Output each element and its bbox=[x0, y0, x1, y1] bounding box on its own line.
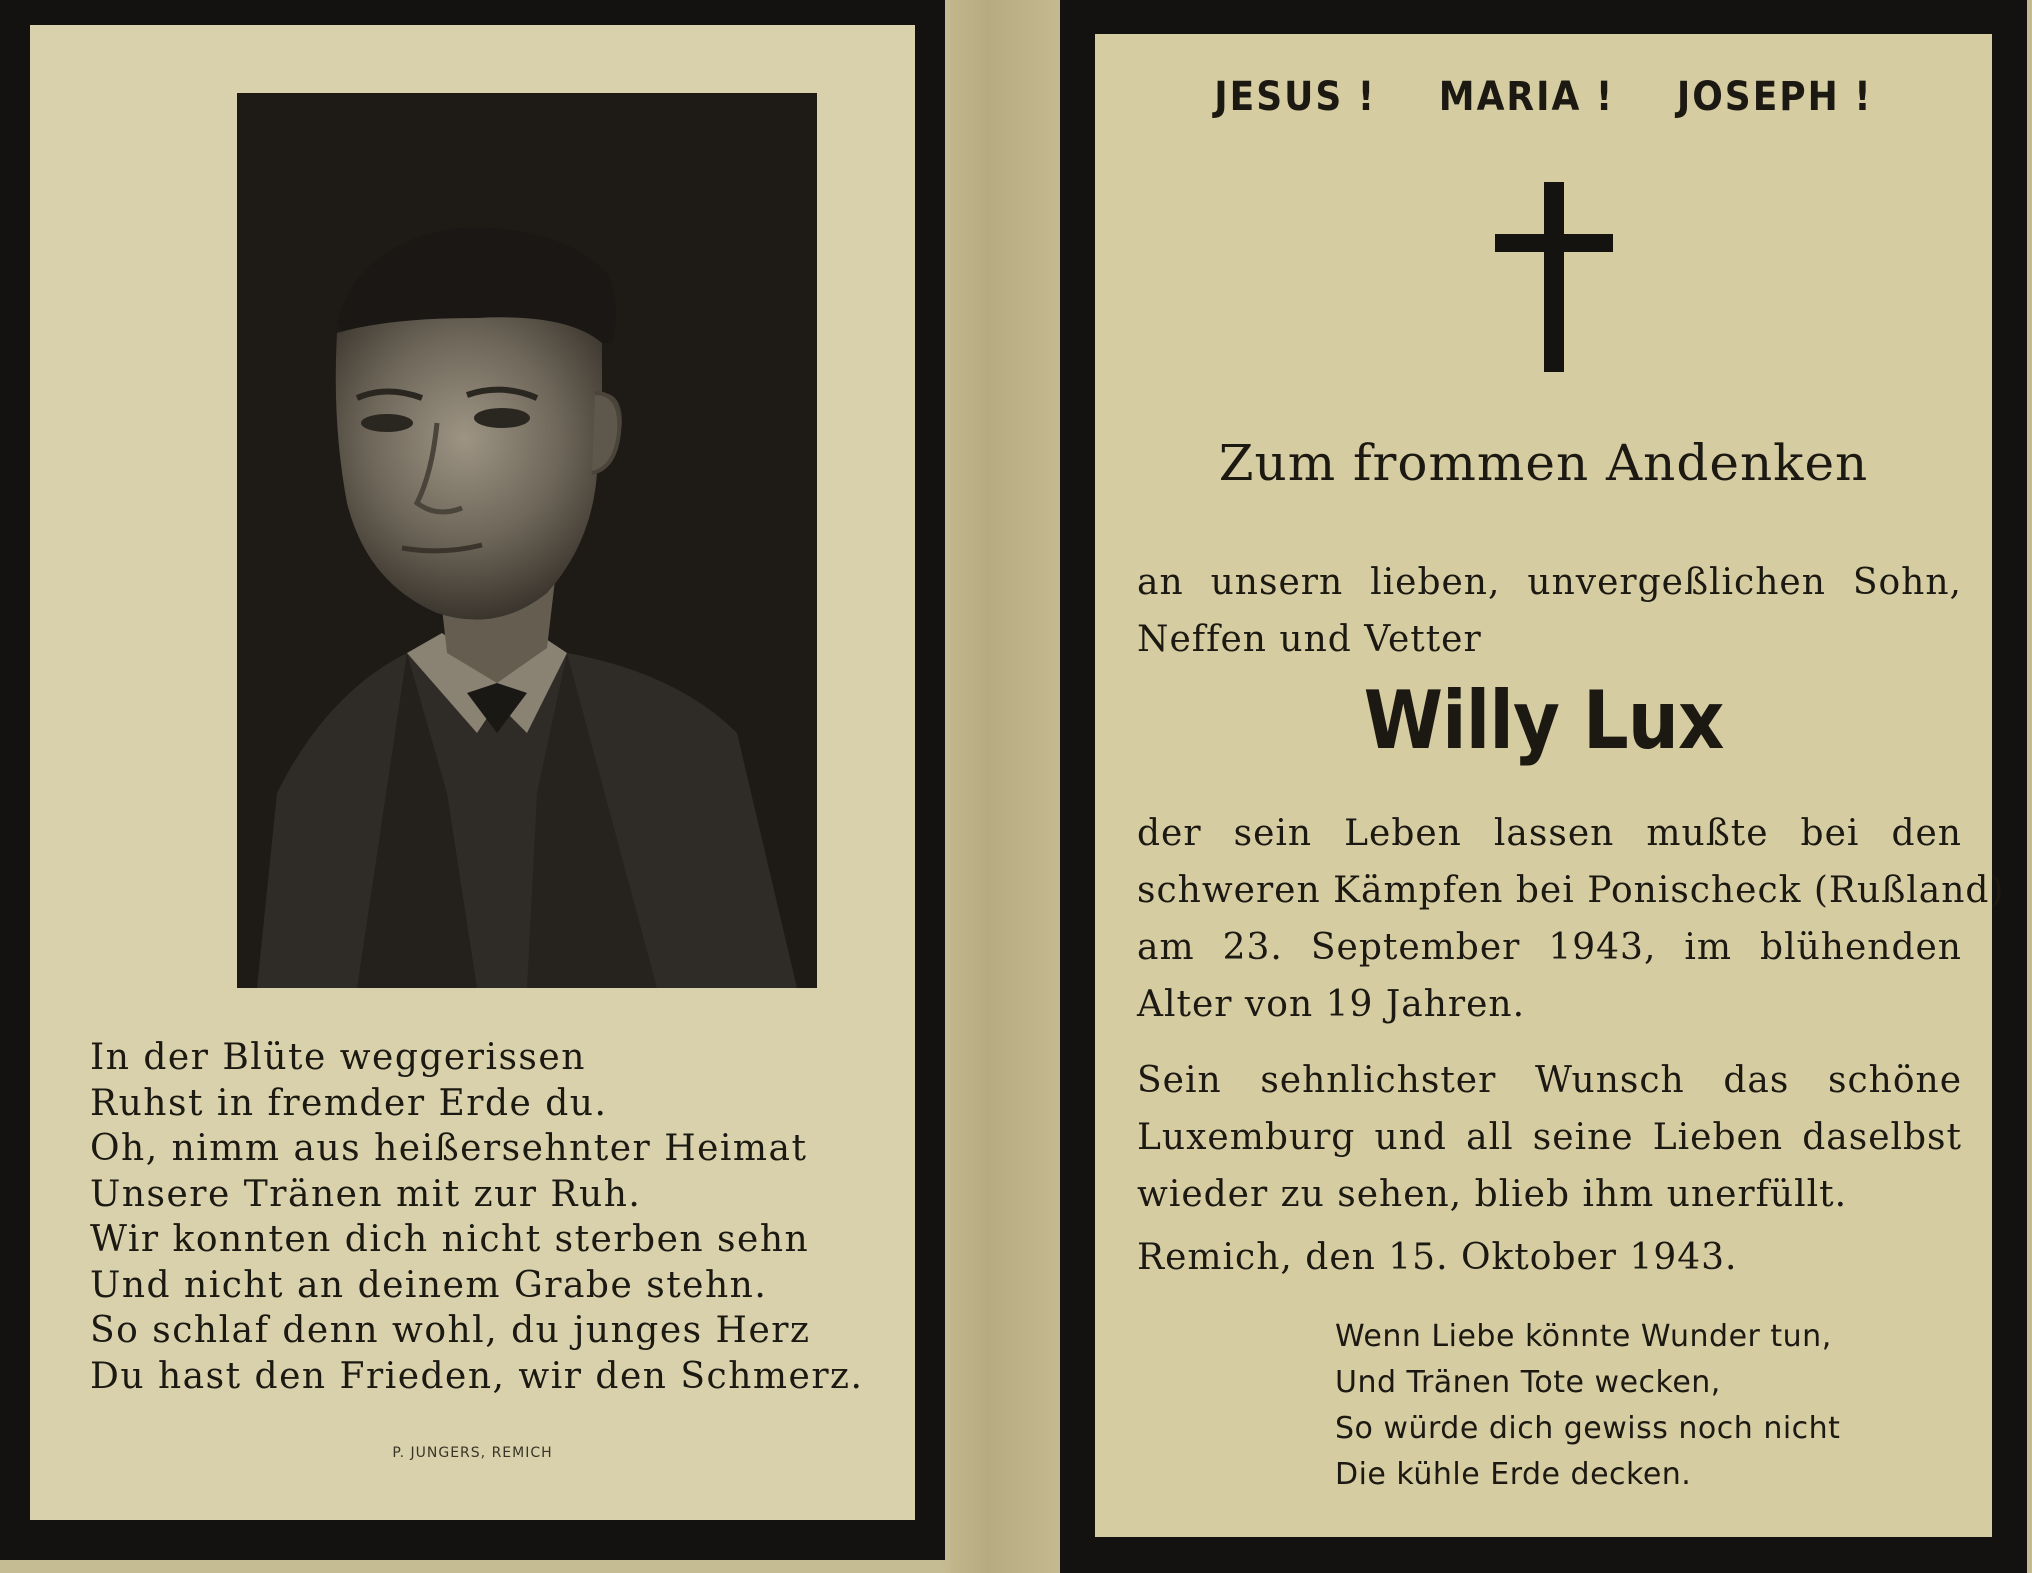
wish-line: Luxemburg und all seine Lieben daselbst bbox=[1137, 1117, 1962, 1158]
poem-line: Ruhst in fremder Erde du. bbox=[90, 1082, 608, 1124]
wish-text bbox=[1137, 1052, 1962, 1223]
verse-line: So würde dich gewiss noch nicht bbox=[1335, 1411, 1841, 1446]
right-card bbox=[1095, 34, 2005, 1537]
place-date bbox=[1137, 1229, 1962, 1286]
cross-icon bbox=[1495, 182, 1613, 372]
death-line: der sein Leben lassen mußte bei den bbox=[1137, 813, 1962, 854]
poem-line: Unsere Tränen mit zur Ruh. bbox=[90, 1173, 642, 1215]
left-card bbox=[30, 25, 915, 1520]
invocation-header bbox=[1095, 74, 1992, 120]
intro-line: Neffen und Vetter bbox=[1137, 619, 1482, 660]
intro-text bbox=[1137, 554, 1962, 668]
poem-line: Du hast den Frieden, wir den Schmerz. bbox=[90, 1355, 864, 1397]
poem-line: In der Blüte weggerissen bbox=[90, 1037, 586, 1078]
header-joseph: JOSEPH ! bbox=[1676, 74, 1873, 120]
death-text bbox=[1137, 805, 2005, 1033]
intro-line: an unsern lieben, unvergeßlichen Sohn, bbox=[1137, 562, 1962, 603]
poem-line: So schlaf denn wohl, du junges Herz bbox=[90, 1310, 811, 1351]
death-line: Alter von 19 Jahren. bbox=[1137, 984, 1526, 1025]
verse-line: Die kühle Erde decken. bbox=[1335, 1457, 1692, 1492]
poem-line: Oh, nimm aus heißersehnter Heimat bbox=[90, 1128, 808, 1169]
poem-line: Wir konnten dich nicht sterben sehn bbox=[90, 1219, 810, 1260]
verse-line: Und Tränen Tote wecken, bbox=[1335, 1365, 1721, 1400]
wish-line: Sein sehnlichster Wunsch das schöne bbox=[1137, 1060, 1962, 1101]
portrait-photo bbox=[237, 93, 817, 988]
poem-line: Und nicht an deinem Grabe stehn. bbox=[90, 1264, 768, 1306]
memorial-poem bbox=[90, 1035, 910, 1399]
printer-mark: P. JUNGERS, REMICH bbox=[392, 1445, 553, 1461]
page-fold bbox=[940, 0, 1060, 1573]
header-jesus: JESUS ! bbox=[1214, 74, 1377, 120]
left-card-border bbox=[0, 0, 945, 1560]
place-date-line: Remich, den 15. Oktober 1943. bbox=[1137, 1237, 1738, 1278]
death-line: am 23. September 1943, im blühenden bbox=[1137, 927, 1962, 968]
right-card-border bbox=[1060, 0, 2027, 1573]
closing-verse bbox=[1335, 1314, 1840, 1498]
verse-line: Wenn Liebe könnte Wunder tun, bbox=[1335, 1319, 1832, 1354]
memorial-title: Zum frommen Andenken bbox=[1218, 434, 1869, 492]
header-maria: MARIA ! bbox=[1438, 74, 1615, 120]
death-line: schweren Kämpfen bei Ponischeck (Rußland) bbox=[1137, 870, 2005, 911]
wish-line: wieder zu sehen, blieb ihm unerfüllt. bbox=[1137, 1174, 1848, 1215]
deceased-name: Willy Lux bbox=[1363, 674, 1724, 767]
